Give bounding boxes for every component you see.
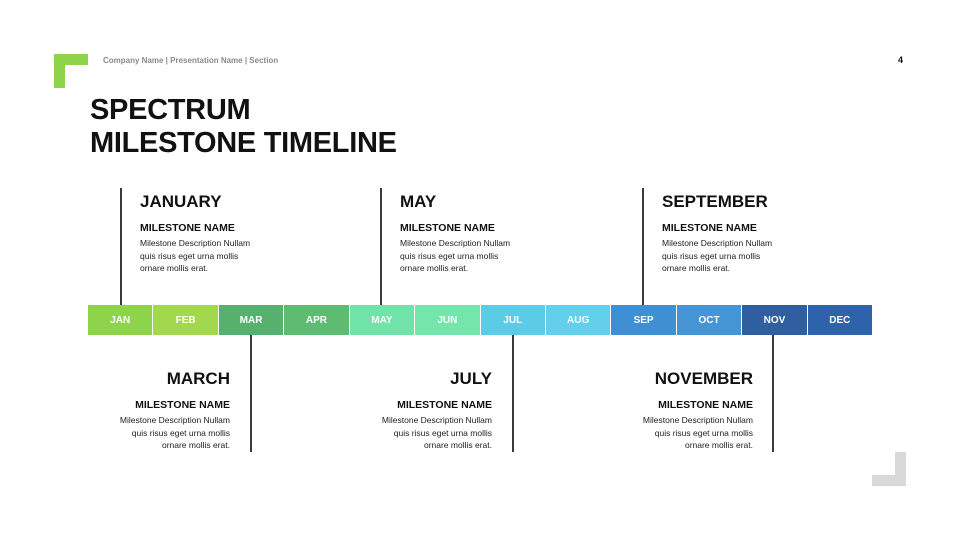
month-cell-jul — [481, 305, 546, 335]
milestone-september — [662, 192, 842, 275]
corner-bracket-top-left — [54, 54, 88, 88]
month-cell-jun — [415, 305, 480, 335]
month-label: OCT — [698, 314, 720, 326]
milestone-month: MAY — [400, 192, 437, 211]
corner-bracket-bottom-right — [872, 452, 906, 486]
milestone-description: Milestone Description Nullam quis risus eget urna mollis ornare mollis erat. — [662, 238, 773, 273]
month-label: APR — [305, 314, 328, 326]
slide-title-line-2: MILESTONE TIMELINE — [90, 127, 397, 159]
month-cell-mar — [219, 305, 284, 335]
milestone-name: MILESTONE NAME — [140, 222, 235, 234]
milestone-month: NOVEMBER — [654, 369, 753, 388]
milestone-name: MILESTONE NAME — [662, 222, 757, 234]
month-label: FEB — [175, 314, 196, 326]
page-number: 4 — [898, 55, 904, 65]
connector-line-march — [250, 335, 252, 452]
milestone-description: Milestone Description Nullam quis risus eget urna mollis ornare mollis erat. — [642, 415, 753, 450]
slide-title — [90, 94, 397, 160]
month-label: MAR — [239, 314, 263, 326]
milestone-description: Milestone Description Nullam quis risus eget urna mollis ornare mollis erat. — [400, 238, 511, 273]
connector-line-november — [772, 335, 774, 452]
month-cell-nov — [742, 305, 807, 335]
month-label: NOV — [763, 314, 786, 326]
corner-bracket-shape — [872, 452, 906, 486]
month-label: JUL — [503, 314, 523, 326]
connector-line-september — [642, 188, 644, 305]
month-cell-dec — [808, 305, 872, 335]
milestone-january — [140, 192, 320, 275]
connector-line-january — [120, 188, 122, 305]
milestone-description: Milestone Description Nullam quis risus eget urna mollis ornare mollis erat. — [381, 415, 492, 450]
month-bar — [88, 305, 872, 335]
milestone-may — [400, 192, 580, 275]
month-label: MAY — [371, 314, 393, 326]
month-label: AUG — [567, 314, 590, 326]
milestone-name: MILESTONE NAME — [397, 399, 492, 411]
month-cell-oct — [677, 305, 742, 335]
milestone-description: Milestone Description Nullam quis risus eget urna mollis ornare mollis erat. — [140, 238, 251, 273]
milestone-description: Milestone Description Nullam quis risus eget urna mollis ornare mollis erat. — [119, 415, 230, 450]
connector-line-july — [512, 335, 514, 452]
milestone-november — [573, 369, 753, 452]
milestone-month: SEPTEMBER — [662, 192, 768, 211]
slide-title-line-1: SPECTRUM — [90, 94, 251, 126]
milestone-name: MILESTONE NAME — [658, 399, 753, 411]
breadcrumb: Company Name | Presentation Name | Section — [103, 56, 279, 65]
milestone-month: MARCH — [166, 369, 230, 388]
milestone-name: MILESTONE NAME — [135, 399, 230, 411]
month-cell-apr — [284, 305, 349, 335]
month-cell-may — [350, 305, 415, 335]
milestone-march — [50, 369, 230, 452]
month-label: SEP — [633, 314, 654, 326]
milestone-month: JULY — [450, 369, 492, 388]
month-label: JUN — [437, 314, 458, 326]
milestone-name: MILESTONE NAME — [400, 222, 495, 234]
milestone-july — [312, 369, 492, 452]
corner-bracket-shape — [54, 54, 88, 88]
month-cell-feb — [153, 305, 218, 335]
month-cell-sep — [611, 305, 676, 335]
connector-line-may — [380, 188, 382, 305]
month-cell-jan — [88, 305, 153, 335]
month-label: JAN — [110, 314, 131, 326]
month-cell-aug — [546, 305, 611, 335]
month-label: DEC — [829, 314, 851, 326]
milestone-month: JANUARY — [140, 192, 222, 211]
